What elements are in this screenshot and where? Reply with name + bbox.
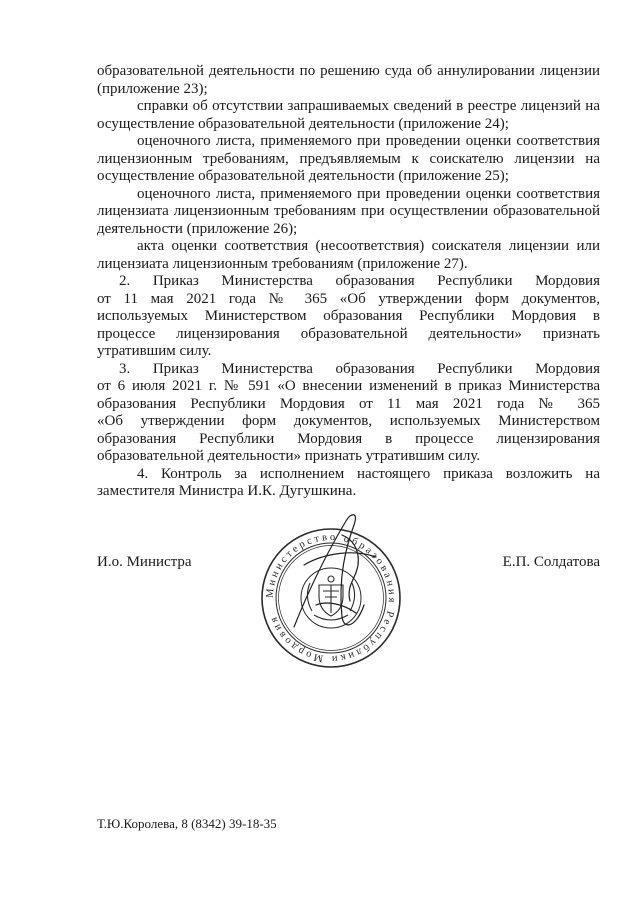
- paragraph-line: образования Республики Мордовия в процессе лицензирования: [97, 430, 600, 447]
- paragraph-line: образования Республики Мордовия от 11 мая 2021 года № 365: [97, 395, 600, 412]
- paragraph-line: «Об утверждении форм документов, используемых Министерством: [97, 413, 600, 429]
- paragraph-line: акта оценки соответствия (несоответствия) соискателя лицензии или: [137, 238, 600, 254]
- seal-text: Министерство образования Республики Мордовия: [264, 531, 398, 665]
- paragraph-line: лицензионным требованиям, предъявляемым к соискателю лицензии на: [97, 150, 600, 167]
- paragraph-line: лицензиата лицензионным требованиям (приложение 27).: [97, 255, 468, 272]
- paragraph-line: образовательной деятельности» признать утратившим силу.: [97, 448, 481, 464]
- paragraph-line: 4. Контроль за исполнением настоящего приказа возложить на: [137, 465, 600, 482]
- numbered-paragraph: [97, 466, 600, 501]
- paragraph-line: справки об отсутствии запрашиваемых сведений в реестре лицензий на: [137, 98, 600, 114]
- paragraph-line: утратившим силу.: [97, 343, 212, 359]
- paragraph: [97, 133, 600, 186]
- paragraph-line: процессе лицензирования образовательной деятельности» признать: [97, 325, 600, 342]
- paragraph-line: 2. Приказ Министерства образования Республики Мордовия: [119, 273, 600, 289]
- paragraph: [97, 186, 600, 239]
- paragraph-line: оценочного листа, применяемого при проведении оценки соответствия: [137, 133, 600, 149]
- paragraph-line: используемых Министерством образования Республики Мордовия в: [97, 308, 600, 324]
- executor-contact: Т.Ю.Королева, 8 (8342) 39-18-35: [97, 816, 277, 831]
- paragraph-line: 3. Приказ Министерства образования Республики Мордовия: [119, 360, 600, 377]
- paragraph-line: (приложение 23);: [97, 80, 208, 97]
- seal-emblem: [307, 576, 354, 620]
- paragraph-line: осуществление образовательной деятельности (приложение 24);: [97, 115, 509, 132]
- handwritten-signature: [294, 515, 376, 627]
- numbered-paragraph: [97, 361, 600, 466]
- paragraph: [97, 238, 600, 273]
- paragraph-line: осуществление образовательной деятельности (приложение 25);: [97, 168, 509, 184]
- document-body: [97, 63, 600, 501]
- paragraph-line: заместителя Министра И.К. Дугушкина.: [97, 483, 357, 499]
- paragraph-line: деятельности (приложение 26);: [97, 220, 298, 237]
- paragraph-line: от 6 июля 2021 г. № 591 «О внесении изменений в приказ Министерства: [97, 378, 600, 394]
- signer-title: И.о. Министра: [97, 554, 192, 570]
- paragraph-line: оценочного листа, применяемого при проведении оценки соответствия: [137, 185, 600, 202]
- paragraph-line: от 11 мая 2021 года № 365 «Об утверждении форм документов,: [97, 290, 600, 307]
- paragraph-line: образовательной деятельности по решению суда об аннулировании лицензии: [97, 63, 600, 79]
- signer-name: Е.П. Солдатова: [502, 554, 600, 570]
- official-seal: [246, 505, 416, 685]
- paragraph: [97, 63, 600, 98]
- paragraph-line: лицензиата лицензионным требованиям при осуществлении образовательной: [97, 203, 600, 219]
- paragraph: [97, 98, 600, 133]
- numbered-paragraph: [97, 273, 600, 361]
